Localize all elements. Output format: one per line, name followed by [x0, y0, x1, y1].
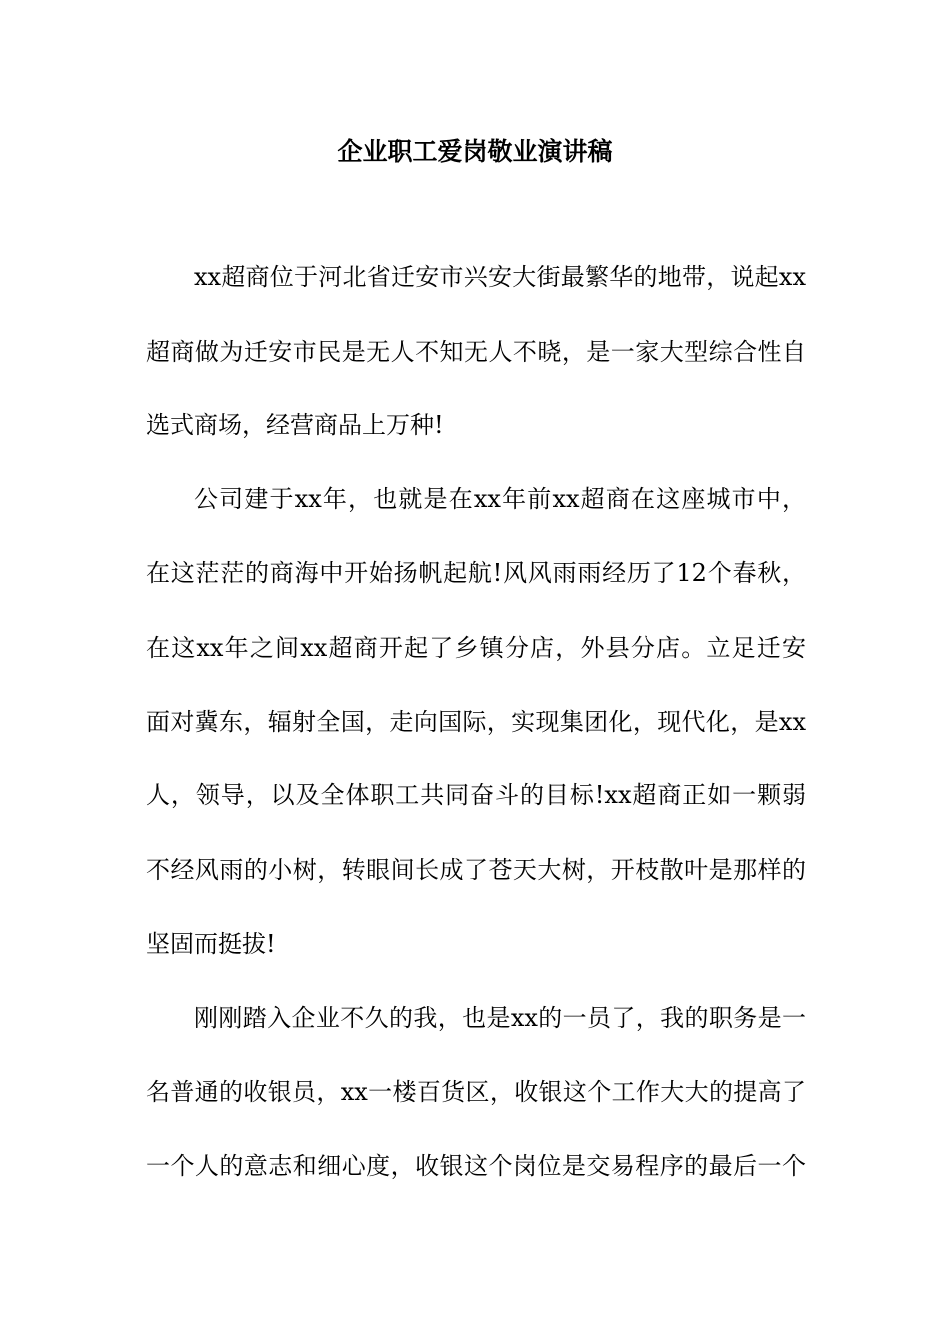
paragraph-3-line-2: 名普通的收银员，xx一楼百货区，收银这个工作大大的提高了 — [146, 1078, 806, 1106]
paragraph-2-line-4: 面对冀东，辐射全国，走向国际，实现集团化，现代化，是xx — [146, 708, 806, 736]
paragraph-2-line-7: 坚固而挺拔! — [146, 930, 276, 958]
paragraph-2-line-2: 在这茫茫的商海中开始扬帆起航!风风雨雨经历了12个春秋， — [146, 559, 806, 587]
paragraph-2-line-3: 在这xx年之间xx超商开起了乡镇分店，外县分店。立足迁安 — [146, 634, 806, 662]
paragraph-3-line-3: 一个人的意志和细心度，收银这个岗位是交易程序的最后一个 — [146, 1152, 806, 1180]
paragraph-1-line-3: 选式商场，经营商品上万种! — [146, 411, 444, 439]
paragraph-1-line-1: xx超商位于河北省迁安市兴安大街最繁华的地带，说起xx — [194, 263, 806, 291]
paragraph-2-line-1: 公司建于xx年，也就是在xx年前xx超商在这座城市中， — [194, 485, 806, 513]
paragraph-2-line-6: 不经风雨的小树，转眼间长成了苍天大树，开枝散叶是那样的 — [146, 856, 806, 884]
paragraph-1-line-2: 超商做为迁安市民是无人不知无人不晓，是一家大型综合性自 — [146, 338, 806, 366]
paragraph-3-line-1: 刚刚踏入企业不久的我，也是xx的一员了，我的职务是一 — [194, 1004, 806, 1032]
document-title: 企业职工爱岗敬业演讲稿 — [337, 137, 613, 166]
paragraph-2-line-5: 人，领导，以及全体职工共同奋斗的目标!xx超商正如一颗弱 — [146, 781, 806, 809]
